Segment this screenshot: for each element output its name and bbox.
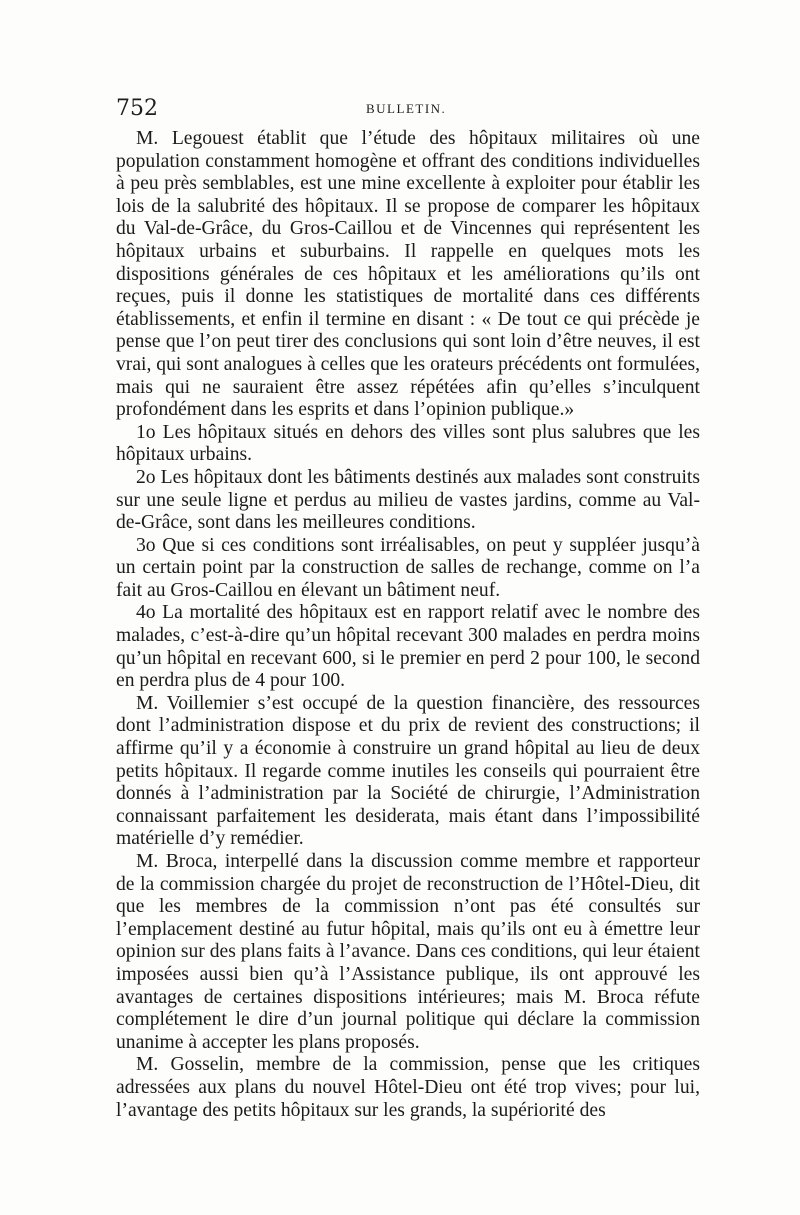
paragraph-conclusion-1: 1o Les hôpitaux situés en dehors des villes sont plus salubres que les hôpitaux urbains. [116, 421, 700, 466]
paragraph-conclusion-3: 3o Que si ces conditions sont irréalisables, on peut y suppléer jusqu’à un certain point par la construction de salles de rechange, comme on l’a fait au Gros-Caillou en élevant un bâtiment neuf. [116, 534, 700, 601]
paragraph-conclusion-4: 4o La mortalité des hôpitaux est en rapport relatif avec le nombre des malades, c’est-à-dire qu’un hôpital recevant 300 malades en perdra moins qu’un hôpital en recevant 600, si le premier en perd 2 pour 100, le second en perdra plus de 4 pour 100. [116, 602, 700, 692]
paragraph-gosselin: M. Gosselin, membre de la commission, pense que les critiques adressées aux plans du nouvel Hôtel-Dieu ont été trop vives; pour lui, l’avantage des petits hôpitaux sur les grands, la supériorité des [116, 1054, 700, 1121]
paragraph-broca: M. Broca, interpellé dans la discussion comme membre et rapporteur de la commission chargée du projet de reconstruction de l’Hôtel-Dieu, dit que les membres de la commission n’ont pas été consultés sur l’emplacement destiné au futur hôpital, mais qu’ils ont eu à émettre leur opinion sur des plans faits à l’avance. Dans ces conditions, qui leur étaient imposées aussi bien qu’à l’Assistance publique, ils ont approuvé les avantages de certaines dispositions intérieures; mais M. Broca réfute complétement le dire d’un journal politique qui déclare la commission unanime à accepter les plans proposés. [116, 851, 700, 1053]
running-title: BULLETIN. [366, 101, 447, 116]
page-header [116, 96, 700, 122]
paragraph-conclusion-2: 2o Les hôpitaux dont les bâtiments destinés aux malades sont construits sur une seule ligne et perdus au milieu de vastes jardins, comme au Val-de-Grâce, sont dans les meilleures conditions. [116, 466, 700, 534]
page-number: 752 [116, 96, 158, 121]
paragraph-voillemier: M. Voillemier s’est occupé de la question financière, des ressources dont l’administration dispose et du prix de revient des constructions; il affirme qu’il y a économie à construire un grand hôpital au lieu de deux petits hôpitaux. Il regarde comme inutiles les conseils qui pourraient être donnés à l’administration par la Société de chirurgie, l’Administration connaissant parfaitement les desiderata, mais étant dans l’impossibilité matérielle d’y remédier. [116, 692, 700, 850]
body-text [116, 128, 700, 1122]
paragraph-legouest: M. Legouest établit que l’étude des hôpitaux militaires où une population constamment homogène et offrant des conditions individuelles à peu près semblables, est une mine excellente à exploiter pour établir les lois de la salubrité des hôpitaux. Il se propose de comparer les hôpitaux du Val-de-Grâce, du Gros-Caillou et de Vincennes qui représentent les hôpitaux urbains et suburbains. Il rappelle en quelques mots les dispositions générales de ces hôpitaux et les améliorations qu’ils ont reçues, puis il donne les statistiques de mortalité dans ces différents établissements, et enfin il termine en disant : « De tout ce qui précède je pense que l’on peut tirer des conclusions qui sont loin d’être neuves, il est vrai, qui sont analogues à celles que les orateurs précédents ont formulées, mais qui ne sauraient être assez répétées afin qu’elles s’inculquent profondément dans les esprits et dans l’opinion publique.» [116, 128, 700, 421]
